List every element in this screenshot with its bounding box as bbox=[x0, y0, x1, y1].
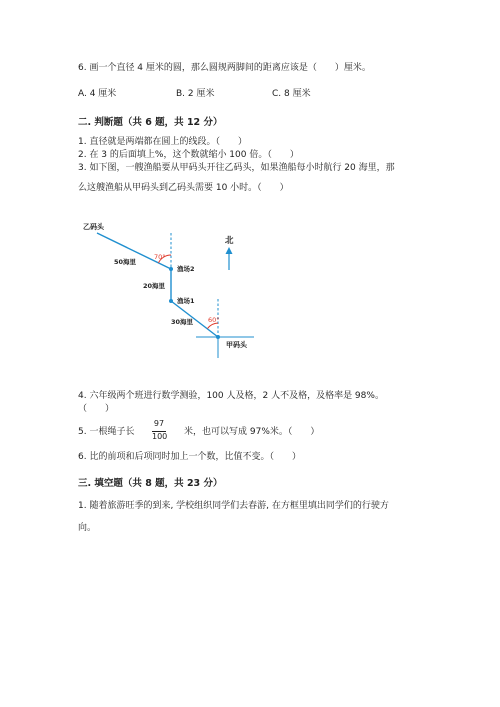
section-3-title: 三. 填空题（共 8 题，共 23 分） bbox=[78, 478, 223, 489]
fraction-numerator: 97 bbox=[153, 419, 165, 428]
question-6-text: 6. 画一个直径 4 厘米的圆，那么圆规两脚间的距离应该是（ ）厘米。 bbox=[78, 63, 371, 73]
option-a[interactable]: A. 4 厘米 bbox=[78, 89, 117, 99]
label-north: 北 bbox=[225, 236, 234, 246]
judge-item-4-line1: 4. 六年级两个班进行数学测验，100 人及格，2 人不及格，及格率是 98%。 bbox=[78, 391, 384, 401]
label-20-nautical-miles: 20海里 bbox=[143, 282, 166, 290]
route-diagram bbox=[0, 215, 500, 375]
judge-item-1: 1. 直径就是两端都在圆上的线段。（ ） bbox=[78, 137, 247, 147]
section-2-title: 二. 判断题（共 6 题，共 12 分） bbox=[78, 117, 223, 128]
label-yi-wharf: 乙码头 bbox=[83, 223, 104, 231]
north-arrow-icon bbox=[226, 247, 233, 254]
label-fishery-2: 渔场2 bbox=[177, 265, 195, 273]
judge-item-5-suffix: 米，也可以写成 97%米。（ ） bbox=[184, 427, 320, 437]
jia-point bbox=[216, 335, 220, 339]
judge-item-4-line2: （ ） bbox=[78, 404, 115, 414]
label-fishery-1: 渔场1 bbox=[177, 297, 195, 305]
judge-item-5-prefix: 5. 一根绳子长 bbox=[78, 427, 135, 437]
fill-item-1-line2: 向。 bbox=[78, 523, 97, 533]
fishery2-point bbox=[169, 267, 173, 271]
label-30-nautical-miles: 30海里 bbox=[171, 318, 194, 326]
judge-item-3-line2: 么这艘渔船从甲码头到乙码头需要 10 小时。（ ） bbox=[78, 183, 289, 193]
label-jia-wharf: 甲码头 bbox=[226, 341, 247, 349]
fill-item-1-line1: 1. 随着旅游旺季的到来, 学校组织同学们去春游, 在方框里填出同学们的行驶方 bbox=[78, 501, 389, 511]
judge-item-2: 2. 在 3 的后面填上%，这个数就缩小 100 倍。（ ） bbox=[78, 150, 299, 160]
judge-item-6: 6. 比的前项和后项同时加上一个数，比值不变。（ ） bbox=[78, 452, 301, 462]
judge-item-3-line1: 3. 如下图，一艘渔船要从甲码头开往乙码头，如果渔船每小时航行 20 海里，那 bbox=[78, 163, 395, 173]
fraction-denominator: 100 bbox=[152, 432, 168, 441]
option-b[interactable]: B. 2 厘米 bbox=[176, 89, 215, 99]
label-angle-60: 60° bbox=[208, 316, 220, 324]
option-c[interactable]: C. 8 厘米 bbox=[272, 89, 311, 99]
fishery1-point bbox=[169, 299, 173, 303]
label-angle-70: 70° bbox=[154, 253, 166, 261]
label-50-nautical-miles: 50海里 bbox=[114, 258, 137, 266]
